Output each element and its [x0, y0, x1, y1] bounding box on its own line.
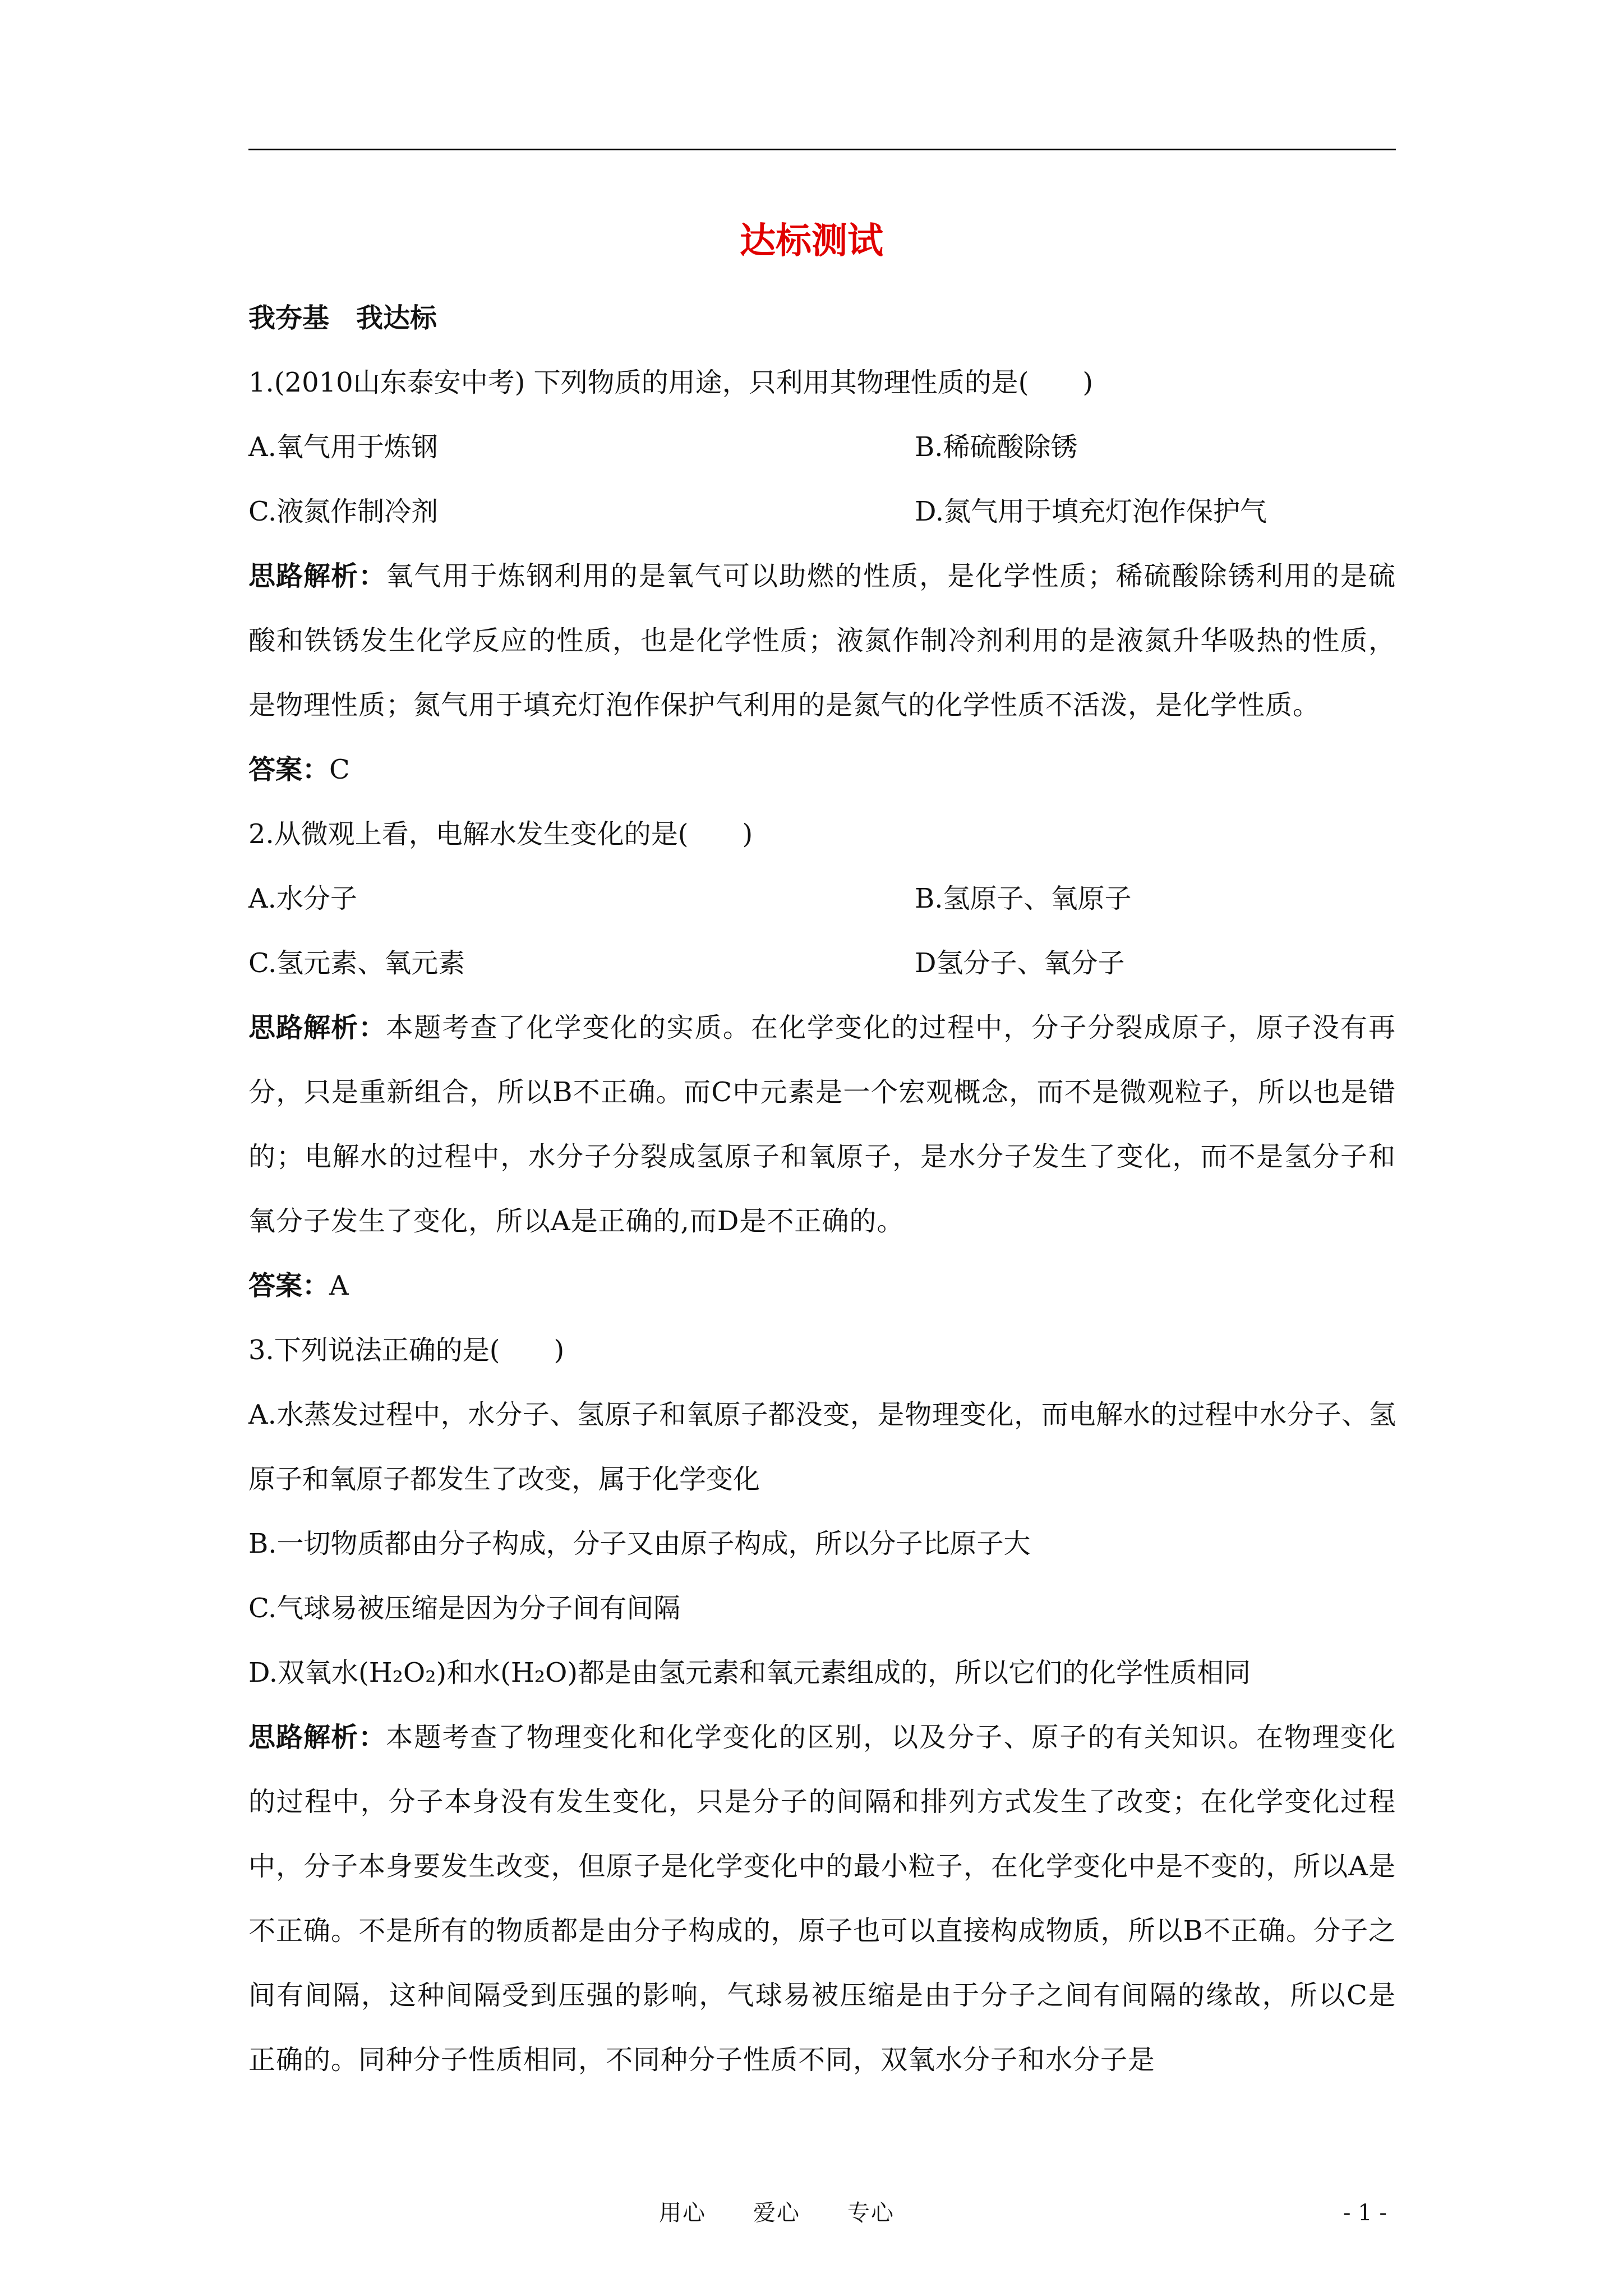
question-1-options-row-2	[248, 480, 1396, 544]
question-3-option-b: B.一切物质都由分子构成，分子又由原子构成，所以分子比原子大	[248, 1528, 1031, 1559]
question-3-stem: 3.下列说法正确的是( )	[248, 1335, 565, 1366]
page-title: 达标测试	[740, 220, 883, 262]
question-2-option-d: D氢分子、氧分子	[915, 947, 1125, 979]
question-1-option-d: D.氮气用于填充灯泡作保护气	[915, 496, 1267, 527]
answer-value: A	[329, 1270, 349, 1301]
question-2-answer	[248, 1254, 1396, 1318]
question-1-option-b: B.稀硫酸除锈	[915, 431, 1078, 463]
page-number: - 1 -	[1343, 2200, 1387, 2226]
document-body	[248, 286, 1396, 2092]
question-2-stem: 2.从微观上看，电解水发生变化的是( )	[248, 818, 753, 850]
question-2-options-row-1	[248, 867, 1396, 931]
question-1-options-row-1	[248, 415, 1396, 480]
footer-motto: 用心 爱心 专心	[659, 2200, 895, 2226]
question-2-options-row-2	[248, 931, 1396, 996]
question-3-analysis	[248, 1705, 1396, 2092]
analysis-text: 氧气用于炼钢利用的是氧气可以助燃的性质，是化学性质；稀硫酸除锈利用的是硫酸和铁锈发生化学反应的性质，也是化学性质；液氮作制冷剂利用的是液氮升华吸热的性质，是物理性质；氮气用于填充灯泡作保护气利用的是氮气的化学性质不活泼，是化学性质。	[248, 560, 1396, 721]
question-2-option-c: C.氢元素、氧元素	[248, 947, 465, 979]
question-1-option-c: C.液氮作制冷剂	[248, 496, 439, 527]
question-3-option-c: C.气球易被压缩是因为分子间有间隔	[248, 1593, 681, 1624]
answer-label: 答案：	[248, 1270, 330, 1301]
analysis-text: 本题考查了化学变化的实质。在化学变化的过程中，分子分裂成原子，原子没有再分，只是重新组合，所以B不正确。而C中元素是一个宏观概念，而不是微观粒子，所以也是错的；电解水的过程中，水分子分裂成氢原子和氧原子，是水分子发生了变化，而不是氢分子和氧分子发生了变化，所以A是正确的,而D是不正确的。	[248, 1012, 1396, 1237]
question-1-answer	[248, 738, 1396, 802]
question-2-option-a: A.水分子	[248, 883, 357, 914]
question-2-option-b: B.氢原子、氧原子	[915, 883, 1132, 914]
analysis-label: 思路解析：	[248, 560, 386, 592]
section-heading: 我夯基 我达标	[248, 302, 437, 334]
analysis-text: 本题考查了物理变化和化学变化的区别，以及分子、原子的有关知识。在物理变化的过程中，分子本身没有发生变化，只是分子的间隔和排列方式发生了改变；在化学变化过程中，分子本身要发生改变，但原子是化学变化中的最小粒子，在化学变化中是不变的，所以A是不正确。不是所有的物质都是由分子构成的，原子也可以直接构成物质，所以B不正确。分子之间有间隔，这种间隔受到压强的影响，气球易被压缩是由于分子之间有间隔的缘故，所以C是正确的。同种分子性质相同，不同种分子性质不同，双氧水分子和水分子是	[248, 1722, 1396, 2076]
answer-value: C	[329, 754, 350, 785]
question-3-option-a: A.水蒸发过程中，水分子、氢原子和氧原子都没变，是物理变化，而电解水的过程中水分子、氢原子和氧原子都发生了改变，属于化学变化	[248, 1399, 1396, 1495]
answer-label: 答案：	[248, 754, 330, 785]
question-2-analysis	[248, 996, 1396, 1254]
question-1-analysis	[248, 544, 1396, 738]
analysis-label: 思路解析：	[248, 1722, 386, 1753]
question-1-stem: 1.(2010山东泰安中考) 下列物质的用途，只利用其物理性质的是( )	[248, 367, 1094, 398]
header-rule	[248, 149, 1396, 150]
question-3-option-d: D.双氧水(H₂O₂)和水(H₂O)都是由氢元素和氧元素组成的，所以它们的化学性质相同	[248, 1657, 1251, 1688]
question-1-option-a: A.氧气用于炼钢	[248, 431, 438, 463]
analysis-label: 思路解析：	[248, 1012, 386, 1043]
